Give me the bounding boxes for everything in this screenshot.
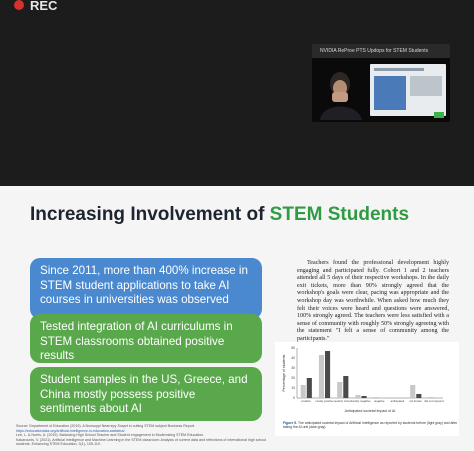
chart-bar bbox=[301, 385, 306, 398]
chart-bar bbox=[343, 376, 348, 398]
y-tick-label: 50 bbox=[291, 346, 295, 350]
slide-title-accent: STEM Students bbox=[269, 204, 410, 225]
bar-chart-figure bbox=[275, 342, 459, 436]
bullet-text: Since 2011, more than 400% increase in STEM student applications to take AI courses in universities was observed bbox=[40, 264, 248, 306]
reference-link[interactable]: https://educationdata.org/artificial-intelligence-in-education-statistics/ bbox=[16, 428, 125, 433]
y-tick-label: 20 bbox=[291, 376, 295, 380]
chart-bar bbox=[410, 385, 415, 398]
figure-caption bbox=[283, 421, 459, 429]
bullet-box bbox=[30, 314, 262, 363]
speaker-silhouette-icon bbox=[318, 62, 364, 120]
bullet-box bbox=[30, 258, 262, 319]
x-tick-label: positive bbox=[301, 399, 311, 403]
thumbnail-slide-preview bbox=[370, 64, 446, 116]
record-dot-icon bbox=[14, 0, 24, 10]
chart-bar bbox=[319, 355, 324, 398]
reference-line: Kakarounis, V. (2021). Artificial Intelligence and Machine Learning in the STEM classroom: Analysis of current data and reflections of international high school students. Enhancing STEM Education, 3(1), 105-119. bbox=[16, 437, 267, 447]
y-tick-label: 0 bbox=[293, 396, 295, 400]
y-tick-label: 40 bbox=[291, 356, 295, 360]
x-tick-label: did not respond bbox=[424, 399, 444, 403]
thumbnail-header: NVIDIA ReProe PTS Updops for STEM Students bbox=[312, 44, 450, 58]
quote-paragraph: Teachers found the professional development highly engaging and participated fully. Cohort 1 and 2 teachers attended all 5 days of their respective workshops. In the daily exit tickets, more than 90% strongly agreed that the workshop's goals were clear, pacing was appropriate and the workshop day was worthwhile. When asked how much they felt their voices were heard and questions were answered, 100% strongly agreed. The teachers were less satisfied with a sense of community with roughly 50% strongly agreeing with the statement "I felt a sense of community among the participants." bbox=[297, 260, 449, 342]
reference-line: Source: Department of Education (2019). A Nonsuppl Nearrepy Sosprt in cutting STEM subject Business Report. bbox=[16, 424, 195, 428]
reference-line: Lee, L. & Norris, A. (2019). Balancing High School Teacher and Student engagement in Modernizing STEM Education. bbox=[16, 433, 205, 438]
references bbox=[16, 424, 280, 447]
x-axis-label: Anticipated societal impact of AI bbox=[344, 409, 396, 413]
y-tick-label: 30 bbox=[291, 366, 295, 370]
bar-chart bbox=[275, 342, 459, 422]
figure-caption-label: Figure 5. bbox=[283, 421, 298, 425]
speaker-video-thumbnail[interactable] bbox=[312, 44, 450, 122]
x-tick-label: anticipated bbox=[390, 399, 405, 403]
x-tick-label: mostly positive bbox=[315, 399, 334, 403]
chart-bar bbox=[307, 378, 312, 398]
chart-bar bbox=[362, 396, 367, 398]
chart-bar bbox=[337, 382, 342, 398]
recording-indicator bbox=[14, 0, 58, 13]
figure-caption-text: The anticipated societal impact of Artificial Intelligence as reported by students before (light gray) and after taking the AI unit (dark gray). bbox=[283, 421, 458, 430]
x-tick-label: negative bbox=[373, 399, 385, 403]
presentation-slide bbox=[0, 186, 474, 451]
bullet-box bbox=[30, 367, 262, 421]
video-area bbox=[0, 0, 474, 186]
x-tick-label: mostly negative bbox=[351, 399, 371, 403]
nvidia-logo-icon bbox=[434, 112, 444, 118]
y-tick-label: 10 bbox=[291, 386, 295, 390]
chart-bar bbox=[428, 397, 433, 398]
chart-bar bbox=[416, 394, 421, 398]
slide-title-prefix: Increasing Involvement of bbox=[30, 204, 270, 225]
x-tick-label: neutral, mixed bbox=[333, 399, 352, 403]
slide-title bbox=[30, 204, 409, 226]
chart-bar bbox=[325, 351, 330, 398]
bullet-text: Student samples in the US, Greece, and China mostly possess positive sentiments about AI bbox=[40, 373, 248, 415]
recording-label: REC bbox=[30, 0, 58, 13]
chart-bar bbox=[355, 395, 360, 398]
y-axis-label: Percentage of students bbox=[282, 354, 286, 392]
bullet-text: Tested integration of AI curriculums in STEM classrooms obtained positive results bbox=[40, 320, 233, 362]
x-tick-label: not known bbox=[409, 399, 422, 403]
chart-bar bbox=[374, 397, 379, 398]
